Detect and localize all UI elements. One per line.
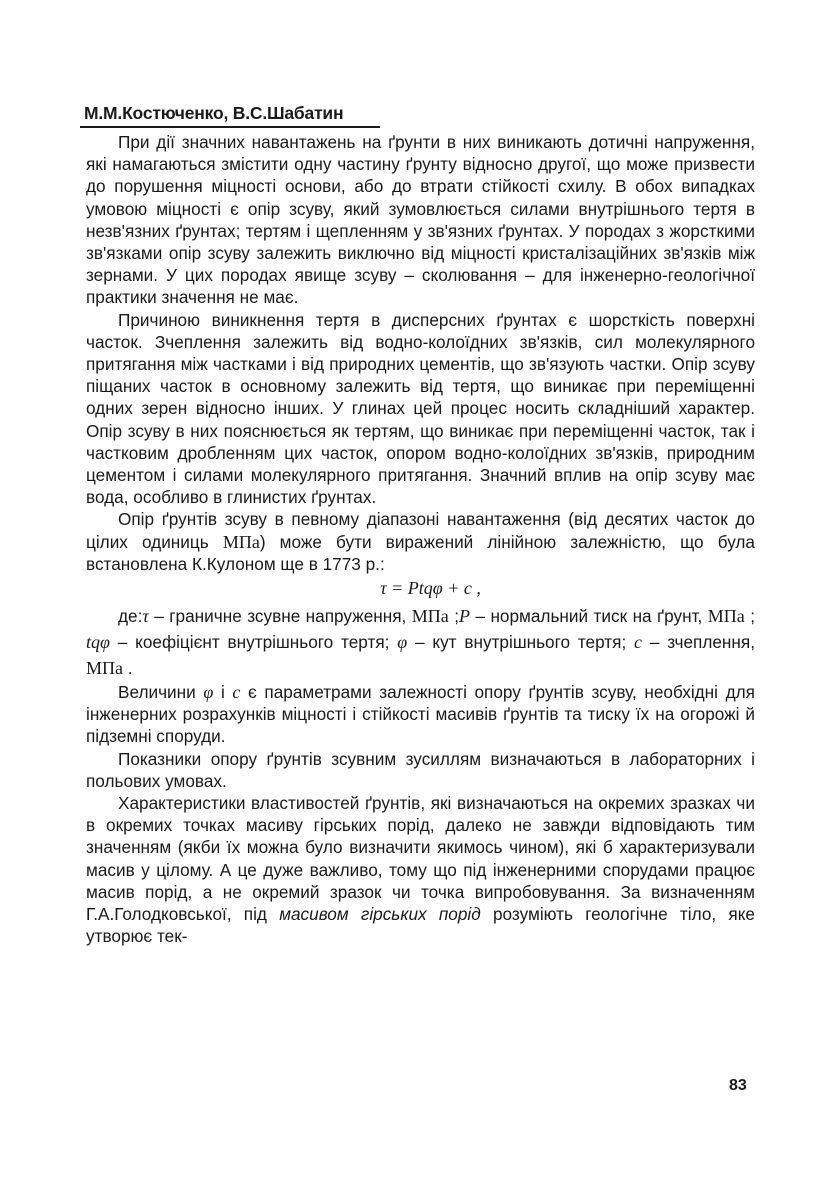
legend-sep: ; (448, 606, 459, 627)
paragraph-6-italic-term: масивом гірських порід (279, 904, 481, 925)
symbol-c: c (634, 632, 643, 653)
legend-tau-desc: – граничне зсувне напруження, (148, 606, 407, 627)
legend-tqphi-desc: – коефіцієнт внутрішнього тертя; (109, 632, 390, 653)
paragraph-4-and: і (213, 682, 233, 703)
paragraph-1: При дії значних навантажень на ґрунти в них виникають дотичні напруження, які намагаються змістити одну частину ґрунту відносно другої, що може призвести до порушення міцності основи, або до втрати стійкості схилу. В обох випадках умовою міцності є опір зсуву, який зумовлюється силами внутрішнього тертя в незв'язних ґрунтах; тертям і щепленням у зв'язних ґрунтах. У породах з жорсткими зв'язками опір зсуву залежить виключно від міцності кристалізаційних зв'язків між зернами. У цих породах явище зсуву – сколювання – для інженерно-геологічної практики значення не має. (86, 132, 755, 308)
unit-mpa: МПа (86, 658, 123, 679)
paragraph-3-text-a: Опір ґрунтів зсуву в певному діапазоні навантаження (від десятих часток до цілих одиниць (86, 509, 755, 552)
legend-p-desc: – нормальний тиск на ґрунт, (470, 606, 703, 627)
paragraph-3 (86, 508, 755, 575)
running-header-authors: М.М.Костюченко, В.С.Шабатин (84, 103, 344, 123)
legend-sep: ; (744, 606, 755, 627)
paragraph-5: Показники опору ґрунтів зсувним зусиллям визначаються в лабораторних і польових умовах. (86, 748, 755, 791)
page-number: 83 (729, 1077, 747, 1094)
formula-legend (86, 603, 755, 681)
symbol-phi: φ (203, 682, 214, 703)
symbol-phi: φ (397, 632, 408, 653)
symbol-tau: τ (142, 606, 149, 627)
coulomb-formula: τ = Ptqφ + c , (380, 578, 481, 599)
symbol-p: P (459, 606, 470, 627)
paragraph-4 (86, 681, 755, 748)
legend-c-desc: – зчеплення, (642, 632, 755, 653)
paragraph-3-text-b: ) може бути виражений лінійною залежністю, що була встановлена К.Кулоном ще в 1773 р.: (86, 531, 755, 574)
paragraph-6-text-a: Характеристики властивостей ґрунтів, які визначаються на окремих зразках чи в окремих точках масиву гірських порід, далеко не завжди відповідають тим значенням (якби їх можна було визначити якимось чином), які б характеризували масив у цілому. А це дуже важливо, тому що під інженерними спорудами працює масив порід, а не окремий зразок чи точка випробовування. За визначенням Г.А.Голодковської, під (86, 793, 755, 925)
legend-lead: де: (118, 606, 143, 627)
unit-mpa: МПа (222, 531, 260, 552)
header-underline (80, 126, 380, 128)
symbol-tqphi: tqφ (86, 632, 110, 653)
paragraph-2: Причиною виникнення тертя в дисперсних ґрунтах є шорсткість поверхні часток. Зчеплення залежить від водно-колоїдних зв'язків, сил молекулярного притягання між частками і від природних цементів, що зв'язують частки. Опір зсуву піщаних часток в основному залежить від тертя, що виникає при переміщенні одних зерен відносно інших. У глинах цей процес носить складніший характер. Опір зсуву в них пояснюється як тертям, що виникає при переміщенні часток, так і частковим дробленням цих часток, опором водно-колоїдних зв'язків, природним цементом і силами молекулярного притягання. Значний вплив на опір зсуву має вода, особливо в глинистих ґрунтах. (86, 309, 755, 508)
unit-mpa: МПа (411, 606, 449, 627)
paragraph-6-text-b: розуміють геологічне тіло, яке утворює тек- (86, 904, 755, 947)
paragraph-4-text-a: Величини (118, 682, 196, 703)
paragraph-4-rest: є параметрами залежності опору ґрунтів зсуву, необхідні для інженерних розрахунків міцності і стійкості масивів ґрунтів та тиску їх на огорожі й підземні споруди. (86, 682, 755, 747)
unit-mpa: МПа (707, 606, 745, 627)
legend-end: . (123, 658, 133, 679)
legend-phi-desc: – кут внутрішнього тертя; (407, 632, 627, 653)
paragraph-6 (86, 792, 755, 947)
body-text (86, 131, 755, 948)
symbol-c: c (232, 682, 241, 703)
